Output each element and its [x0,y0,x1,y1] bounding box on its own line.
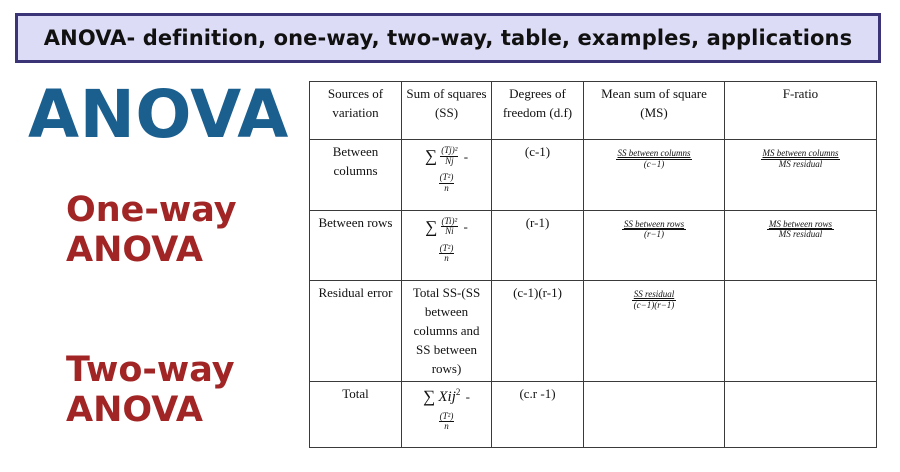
fraction-numerator: (T²) [439,242,454,253]
ratio-numerator: MS between columns [762,148,839,159]
fraction [439,173,455,193]
ratio-numerator: SS residual [633,289,675,300]
source-cell: Total [310,381,402,447]
term-exponent: 2 [455,386,461,397]
ss-cell: Total SS-(SS between columns and SS between rows) [402,281,492,382]
header-ms: Mean sum of square (MS) [584,82,725,140]
f-cell [725,210,877,280]
table-row [310,210,877,280]
ms-cell [584,281,725,382]
source-cell: Residual error [310,281,402,382]
source-cell: Between columns [310,140,402,210]
ss-cell [402,210,492,280]
fraction-denominator: Ni [445,226,454,237]
ratio-denominator: MS residual [778,158,823,169]
f-cell [725,381,877,447]
title-banner [15,13,881,63]
ms-ratio [632,290,677,310]
f-cell [725,281,877,382]
ratio-numerator: SS between rows [623,218,685,229]
two-way-anova-label [66,350,235,431]
table-row [310,140,877,210]
two-way-line2: ANOVA [66,390,203,431]
df-cell: (c-1) [492,140,584,210]
anova-heading: ANOVA [28,76,289,153]
ratio-denominator: (c−1)(r−1) [633,299,675,310]
banner-title: ANOVA- definition, one-way, two-way, table, examples, applications [43,26,853,50]
ms-ratio [616,149,693,169]
anova-table [309,81,877,448]
term-variable: Xij [438,388,456,405]
fraction [440,146,458,166]
ratio-numerator: MS between rows [768,218,833,229]
sigma-symbol: ∑ [423,386,436,406]
ratio-denominator: (c−1) [643,158,665,169]
f-cell [725,140,877,210]
one-way-anova-label [66,190,237,271]
ss-cell [402,140,492,210]
minus-sign: - [463,219,468,235]
one-way-line2: ANOVA [66,230,203,271]
ratio-denominator: (r−1) [643,229,665,240]
one-way-line1: One-way [66,190,237,230]
table-header-row [310,82,877,140]
ss-formula [425,146,468,166]
df-cell: (c.r -1) [492,381,584,447]
fraction-denominator: n [444,182,449,193]
fraction [439,412,455,432]
minus-sign: - [463,148,469,164]
fraction-numerator: (T²) [439,410,454,421]
fraction-wrapper [405,172,488,193]
fraction-denominator: Nj [445,155,454,166]
fraction-wrapper [405,243,488,264]
sigma-symbol: ∑ [424,146,438,166]
f-ratio [767,220,834,240]
header-sources: Sources of variation [310,82,402,140]
source-cell: Between rows [310,210,402,280]
header-df: Degrees of freedom (d.f) [492,82,584,140]
fraction-numerator: (T²) [439,172,454,183]
fraction-denominator: n [444,253,449,264]
df-cell: (r-1) [492,210,584,280]
ratio-denominator: MS residual [778,229,823,240]
ms-cell [584,210,725,280]
fraction-wrapper [405,411,488,432]
fraction-numerator: (Tj)² [441,145,458,156]
sum-term [438,386,461,405]
ss-formula [425,217,468,237]
table-row [310,281,877,382]
minus-sign: - [465,388,470,404]
header-ss: Sum of squares (SS) [402,82,492,140]
fraction-numerator: (Ti)² [441,215,458,226]
ss-formula [423,388,470,405]
ms-ratio [622,220,686,240]
ms-cell [584,381,725,447]
sigma-symbol: ∑ [425,217,438,237]
two-way-line1: Two-way [66,350,235,390]
ms-cell [584,140,725,210]
ratio-numerator: SS between columns [617,148,691,159]
table-row [310,381,877,447]
fraction-denominator: n [444,421,449,432]
ss-cell [402,381,492,447]
fraction [441,217,459,237]
fraction [439,244,455,264]
f-ratio [761,149,841,169]
header-f-ratio: F-ratio [725,82,877,140]
df-cell: (c-1)(r-1) [492,281,584,382]
